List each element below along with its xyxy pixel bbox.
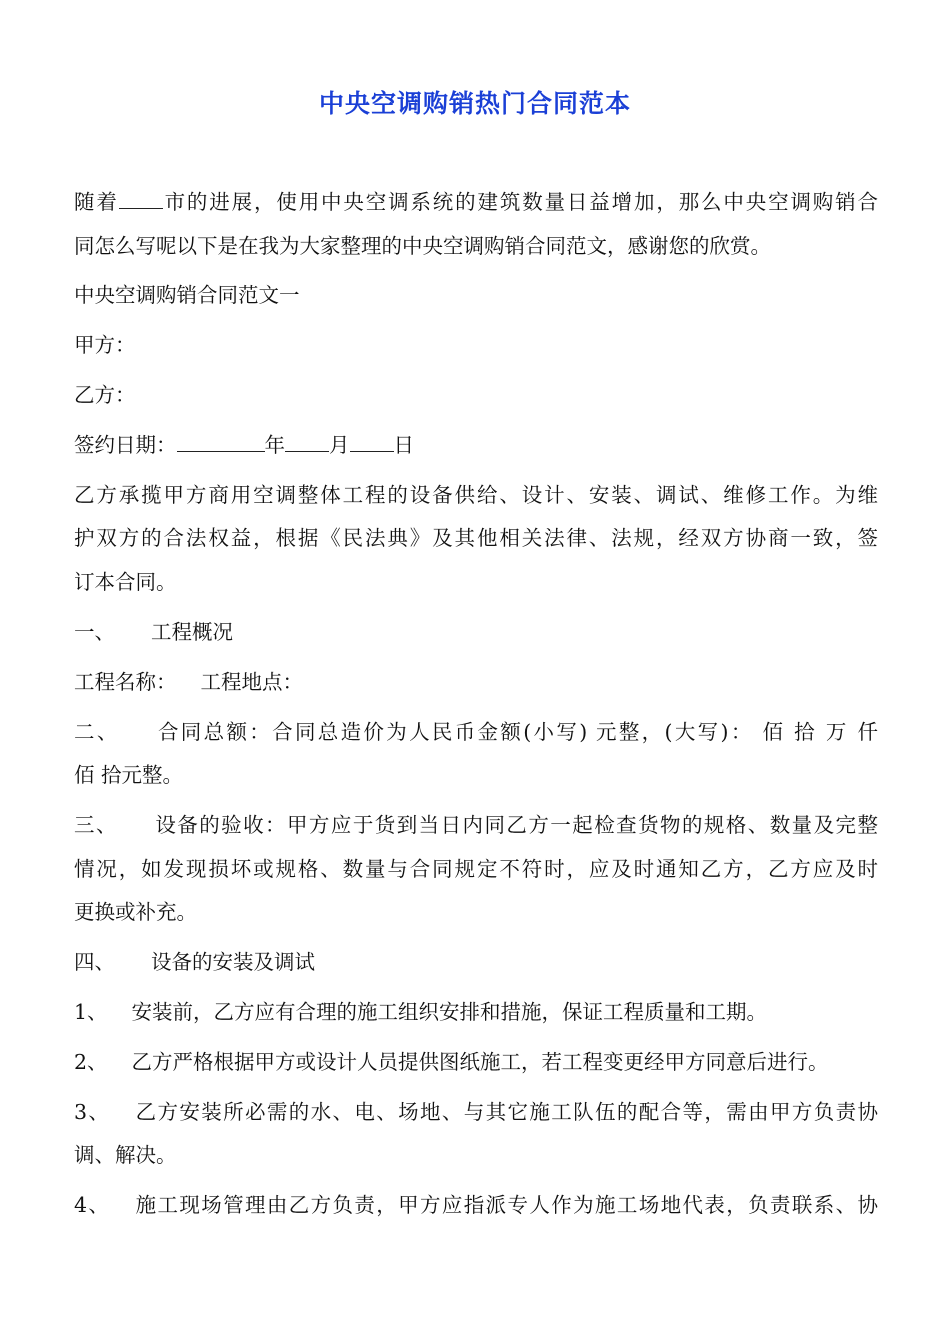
item-3-text-1: 乙方安装所必需的水、电、场地、与其它施工队伍的配合等，需由甲方负责协 [134, 1099, 879, 1124]
blank-city [119, 182, 163, 209]
item-1-row [74, 991, 878, 1035]
section-2-line-1 [74, 711, 878, 755]
section-2-number: 二、 [74, 719, 120, 744]
item-3-line-2: 调、解决。 [74, 1143, 177, 1168]
section-4-row [74, 941, 878, 985]
item-3-line-1 [74, 1091, 878, 1135]
intro-line-1 [74, 181, 878, 225]
item-2 [74, 1041, 878, 1085]
section-4-heading [74, 941, 878, 985]
sign-date-line [74, 424, 878, 468]
party-b-label: 乙方： [74, 383, 136, 408]
section-4-title: 设备的安装及调试 [151, 949, 315, 974]
sample-heading-text: 中央空调购销合同范文一 [74, 283, 300, 308]
item-3-number: 3、 [74, 1099, 111, 1124]
item-1-number: 1、 [74, 999, 108, 1024]
item-1-text: 安装前，乙方应有合理的施工组织安排和措施，保证工程质量和工期。 [131, 999, 768, 1024]
day-label: 日 [393, 433, 414, 458]
section-3-line-3: 更换或补充。 [74, 900, 197, 925]
party-a-line [74, 324, 878, 368]
scope-line-2: 护双方的合法权益，根据《民法典》及其他相关法律、法规，经双方协商一致，签 [74, 526, 878, 551]
intro-paragraph [74, 181, 878, 268]
item-4 [74, 1184, 878, 1228]
section-4-number: 四、 [74, 949, 115, 974]
year-label: 年 [264, 433, 285, 458]
item-2-text: 乙方严格根据甲方或设计人员提供图纸施工，若工程变更经甲方同意后进行。 [131, 1049, 829, 1074]
section-1-number: 一、 [74, 619, 115, 644]
intro-line-2: 同怎么写呢以下是在我为大家整理的中央空调购销合同范文，感谢您的欣赏。 [74, 233, 771, 258]
blank-year [177, 425, 265, 452]
scope-paragraph [74, 474, 878, 605]
party-a-label: 甲方： [74, 333, 136, 358]
document-title: 中央空调购销热门合同范本 [318, 89, 631, 118]
section-3-text-1: 设备的验收：甲方应于货到当日内同乙方一起检查货物的规格、数量及完整 [153, 813, 879, 838]
section-3-number: 三、 [74, 813, 118, 838]
section-2-text-1: 合同总额：合同总造价为人民币金额(小写) 元整，(大写)： 佰 拾 万 仟 [155, 719, 878, 744]
project-location-label: 工程地点： [200, 669, 303, 694]
section-2-line-2: 佰 拾元整。 [74, 763, 184, 788]
month-label: 月 [329, 433, 350, 458]
project-info-row [74, 661, 878, 705]
sample-heading [74, 274, 878, 318]
section-3-line-2: 情况，如发现损坏或规格、数量与合同规定不符时，应及时通知乙方，乙方应及时 [74, 856, 878, 881]
item-1 [74, 991, 878, 1035]
intro-text-post: 市的进展，使用中央空调系统的建筑数量日益增加，那么中央空调购销合 [162, 190, 879, 214]
item-2-number: 2、 [74, 1049, 108, 1074]
sign-date-row [74, 424, 878, 468]
intro-text-pre: 随着 [74, 190, 119, 214]
scope-line-1: 乙方承揽甲方商用空调整体工程的设备供给、设计、安装、调试、维修工作。为维 [74, 482, 878, 507]
scope-line-3: 订本合同。 [74, 569, 177, 594]
section-3-paragraph [74, 804, 878, 935]
section-1-heading [74, 611, 878, 655]
item-3 [74, 1091, 878, 1178]
section-2-paragraph [74, 711, 878, 798]
blank-day [350, 425, 394, 452]
item-2-row [74, 1041, 878, 1085]
section-3-line-1 [74, 804, 878, 848]
sign-date-label: 签约日期： [74, 433, 177, 458]
item-4-text: 施工现场管理由乙方负责，甲方应指派专人作为施工场地代表，负责联系、协 [134, 1192, 879, 1217]
document-body [74, 181, 878, 1234]
section-1-title: 工程概况 [151, 619, 233, 644]
project-name-label: 工程名称： [74, 669, 177, 694]
blank-month [285, 425, 329, 452]
section-1-row [74, 611, 878, 655]
party-b-line [74, 374, 878, 418]
item-4-number: 4、 [74, 1192, 111, 1217]
project-info-line [74, 661, 878, 705]
item-4-line-1 [74, 1184, 878, 1228]
